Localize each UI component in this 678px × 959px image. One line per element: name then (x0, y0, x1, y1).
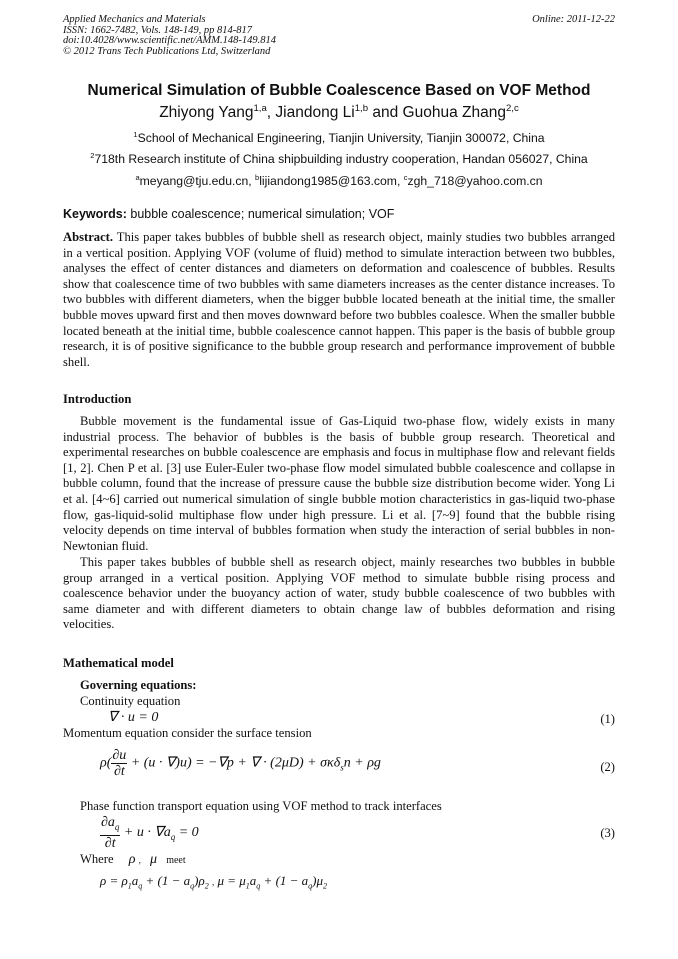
equation-label: Phase function transport equation using VOF method to track interfaces (80, 799, 442, 813)
author-sep: and (368, 104, 403, 121)
email-sup: a (135, 172, 140, 182)
author-sup: 2,c (505, 102, 519, 114)
affiliation-text: School of Mechanical Engineering, Tianjin University, Tianjin 300072, China (137, 131, 545, 145)
email-sup: c (403, 172, 408, 182)
equation-number: (1) (600, 712, 615, 726)
copyright-line: © 2012 Trans Tech Publications Ltd, Switzerland (63, 45, 271, 57)
issn-line: ISSN: 1662-7482, Vols. 148-149, pp 814-817 (63, 24, 252, 36)
author-list (63, 104, 615, 122)
meet-text: meet (166, 855, 186, 866)
affiliation-sup: 1 (133, 129, 138, 139)
equation-label: Momentum equation consider the surface tension (63, 726, 312, 740)
publication-header (63, 15, 615, 57)
equation-number: (2) (600, 760, 615, 774)
where-text: Where (80, 852, 114, 866)
email-text: meyang@tju.edu.cn, (139, 174, 256, 188)
email-text: lijiandong1985@163.com, (259, 174, 404, 188)
email-sup: b (255, 172, 260, 182)
affiliation-2 (63, 152, 615, 166)
equation-1: ∇ · u = 0 (108, 710, 159, 725)
abstract-text: This paper takes bubbles of bubble shell as research object, mainly studies two bubbles arranged in a vertical position. Applying VOF (volume of fluid) method to simulate interaction between two bubbles, analyses the effect of center distances and diameters on deformation and coalescence of bubbles. Results show that coalescence time of two bubbles with same diameters increases as the center distance increases. To two bubbles with different diameters, when the bigger bubble located beneath at the initial time, the smaller bubble moves upward first and then moves downward before two bubbles coalesce. When the smaller bubble located beneath at the initial time, bubble coalescence cannot happen. This paper is the basis of bubble group research, it is of positive significance to the bubble group research and performance improvement of bubble shell. (63, 230, 615, 369)
paragraph: Bubble movement is the fundamental issue of Gas-Liquid two-phase flow, widely exists in many industrial process. The behavior of bubbles is the basis of bubble group research. Theoretical and experimental researches on bubble coalescence are emphasis and focus in multiphase flow and relevant fields [1, 2]. Chen P et al. [3] use Euler-Euler two-phase flow model simulated bubble coalescence and collapse in bubble column, found that the increase of pressure cause the bubble size distribution become wider. Yong Li et al. [4~6] carried out numerical simulation of single bubble motion characteristics in gas-liquid two-phase flow, gas-liquid-solid multiphase flow under high pressure. Li et al. [7~9] found that the bubble rising velocity depends on time interval of bubbles formation when study the interaction of serial bubbles in non-Newtonian fluid. (63, 414, 615, 553)
equation-4: $\rho = \rho_1a_q + (1 - a_q)\rho_2$ , $\mu = \mu_1a_q + (1 - a_q)\mu_2$ (100, 873, 328, 891)
equation-label: Continuity equation (80, 694, 181, 708)
equation-3: $\frac{\partial a_q}{\partial t}$ + $u \cdot \nabla a_q = 0$ (101, 815, 199, 851)
subsection-heading: Governing equations: (80, 678, 197, 692)
paragraph: This paper takes bubbles of bubble shell as research object, mainly researches two bubbles in bubble group arranged in a vertical position. Applying VOF method to simulate bubble rising process and coalescence behavior under the buoyancy action of water, study bubble coalescence of two bubbles with same diameter and with different diameters to obtain change law of bubbles deformation and rising velocities. (63, 555, 615, 632)
author-sup: 1,b (354, 102, 369, 114)
paper-title: Numerical Simulation of Bubble Coalescence Based on VOF Method (87, 82, 591, 99)
affiliation-1 (63, 131, 615, 145)
section-heading: Mathematical model (63, 656, 174, 670)
author-sep: , (266, 104, 276, 121)
author-name: Jiandong Li (275, 104, 355, 121)
author-sup: 1,a (253, 102, 267, 114)
journal-name: Applied Mechanics and Materials (63, 14, 206, 25)
equation-number: (3) (600, 826, 615, 840)
keywords-text: bubble coalescence; numerical simulation; VOF (126, 207, 395, 221)
doi-line: doi:10.4028/www.scientific.net/AMM.148-149.814 (63, 35, 276, 46)
author-name: Guohua Zhang (402, 104, 506, 121)
abstract-label: Abstract. (63, 230, 114, 244)
email-line (63, 174, 615, 188)
section-heading: Introduction (63, 392, 132, 406)
keywords (63, 207, 394, 221)
where-line: Where ρ , μ meet (80, 852, 186, 867)
affiliation-sup: 2 (90, 150, 95, 160)
affiliation-text: 718th Research institute of China shipbuilding industry cooperation, Handan 056027, China (94, 152, 588, 166)
equation-2: ρ( $\frac{\partial u}{\partial t}$ + (u · ∇)u) = −∇p + ∇ · (2μD) + σκδ$_s$n + ρg (100, 748, 381, 779)
abstract (63, 230, 615, 370)
online-date: Online: 2011-12-22 (532, 14, 615, 25)
keywords-label: Keywords: (63, 207, 127, 221)
author-name: Zhiyong Yang (159, 104, 254, 121)
email-text: zgh_718@yahoo.com.cn (407, 174, 543, 188)
